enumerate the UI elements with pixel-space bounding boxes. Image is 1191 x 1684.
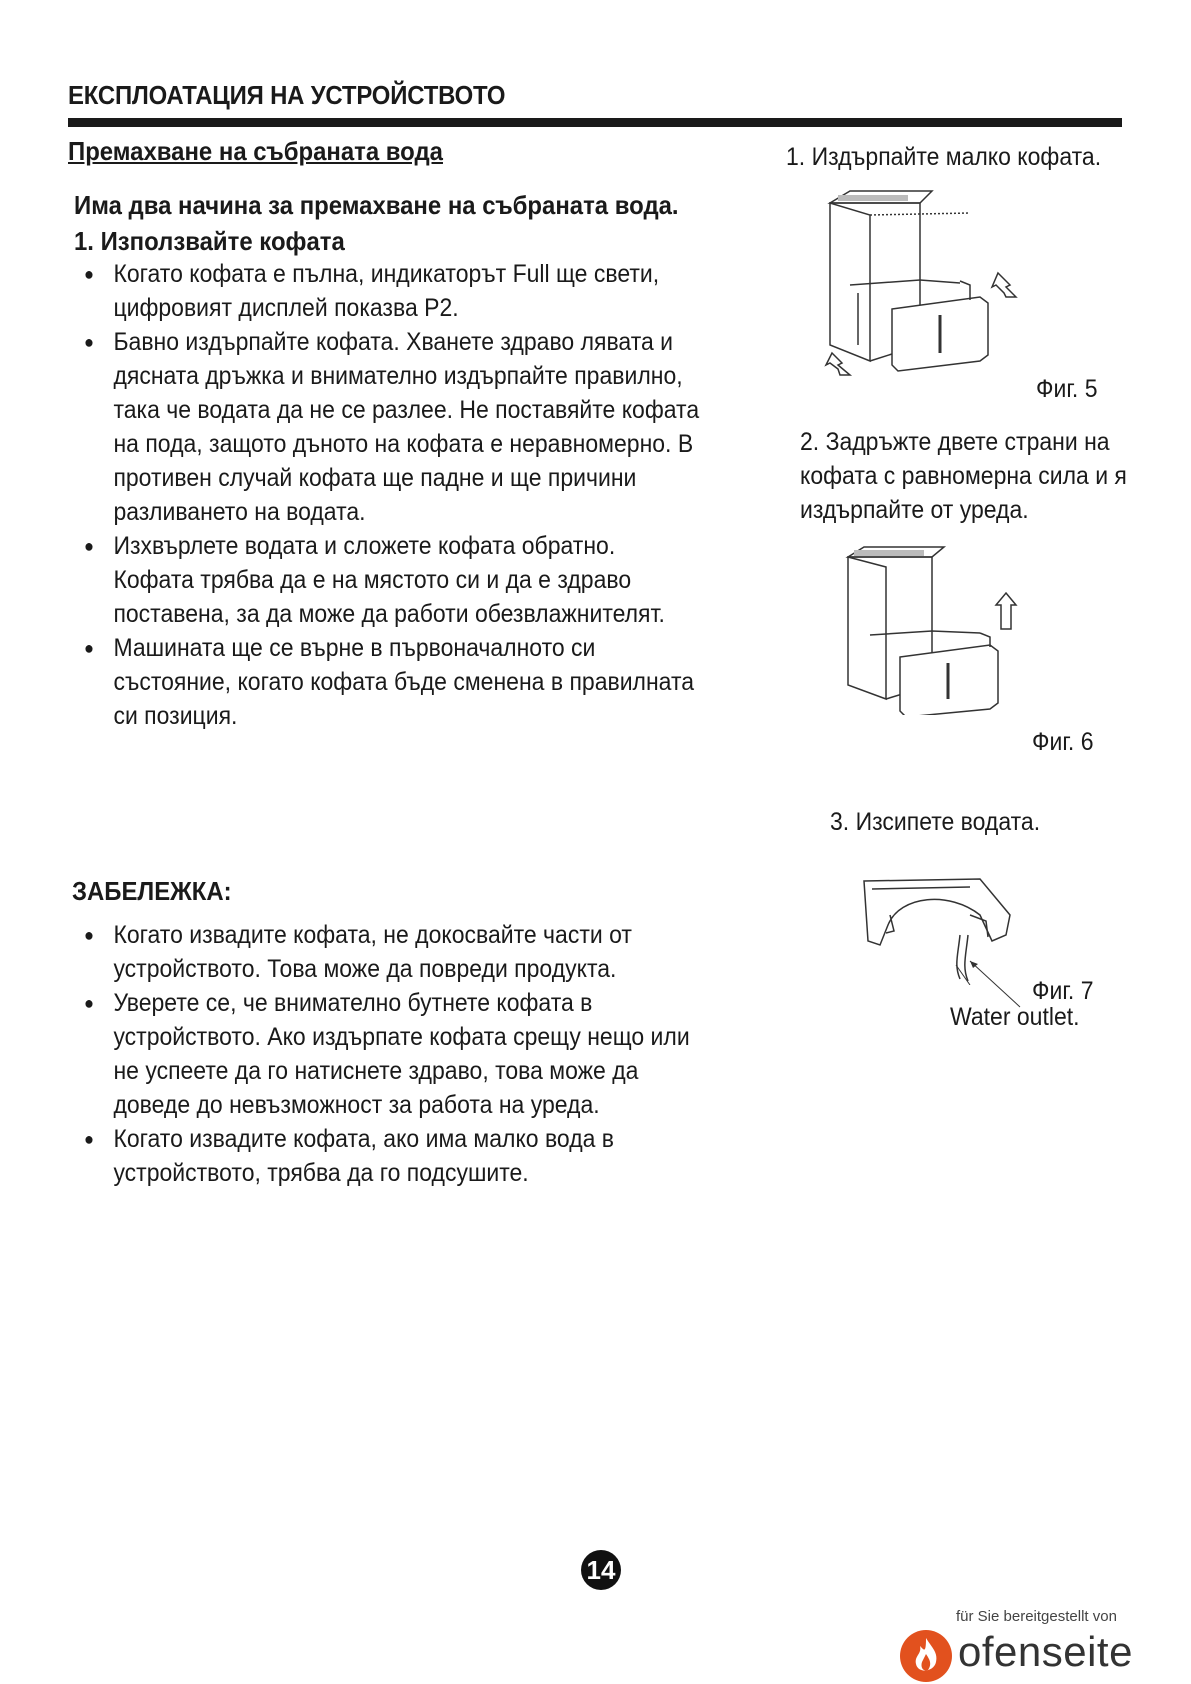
figure-5-dehumidifier: [820, 185, 1020, 395]
section-title: Премахване на събраната вода: [68, 136, 443, 166]
method-heading: 1. Използвайте кофата: [74, 226, 345, 256]
page-title: ЕКСПЛОАТАЦИЯ НА УСТРОЙСТВОТО: [68, 80, 506, 110]
figure-7-label: Фиг. 7: [1032, 977, 1094, 1005]
note-title: ЗАБЕЛЕЖКА:: [72, 876, 232, 906]
figure-5-label: Фиг. 5: [1036, 375, 1098, 403]
flame-logo-icon: [898, 1628, 954, 1684]
list-item: ● Когато извадите кофата, не докосвайте части от устройството. Това може да повреди продукта.: [84, 918, 700, 986]
list-item: ● Уверете се, че внимателно бутнете кофата в устройството. Ако издърпате кофата срещу нещо или не успеете да го натиснете здраво, това може да доведе до невъзможност за работа на уреда.: [84, 986, 700, 1122]
list-item: ● Изхвърлете водата и сложете кофата обратно. Кофата трябва да е на мястото си и да е здраво поставена, за да може да работи обезвлажнителят.: [84, 529, 700, 631]
credit-text: für Sie bereitgestellt von: [956, 1608, 1117, 1625]
figure-6-label: Фиг. 6: [1032, 728, 1094, 756]
figure-6-dehumidifier: [840, 545, 1030, 715]
water-outlet-callout: Water outlet.: [950, 1003, 1080, 1031]
note-list: [84, 918, 700, 1190]
intro-lead: Има два начина за премахване на събраната вода.: [74, 190, 679, 220]
list-item: ● Бавно издърпайте кофата. Хванете здраво лявата и дясната дръжка и внимателно издърпайте правилно, така че водата да не се разлее. Не поставяйте кофата на пода, защото дъното на кофата е неравномерно. В противен случай кофата ще падне и ще причини разливането на водата.: [84, 325, 700, 529]
instruction-list: [84, 257, 700, 733]
step-2-caption: 2. Задръжте двете страни на кофата с равномерна сила и я издърпайте от уреда.: [800, 428, 1127, 524]
list-item: ● Когато извадите кофата, ако има малко вода в устройството, трябва да го подсушите.: [84, 1122, 700, 1190]
step-1-caption: 1. Издърпайте малко кофата.: [786, 143, 1102, 171]
list-item: ● Машината ще се върне в първоначалното си състояние, когато кофата бъде сменена в правилната си позиция.: [84, 631, 700, 733]
step-3-caption: 3. Изсипете водата.: [830, 808, 1041, 836]
page-number: 14: [581, 1550, 621, 1590]
list-item: ● Когато кофата е пълна, индикаторът Full ще свети, цифровият дисплей показва P2.: [84, 257, 700, 325]
brand-name: ofenseite: [958, 1628, 1133, 1675]
title-divider: [68, 118, 1122, 127]
